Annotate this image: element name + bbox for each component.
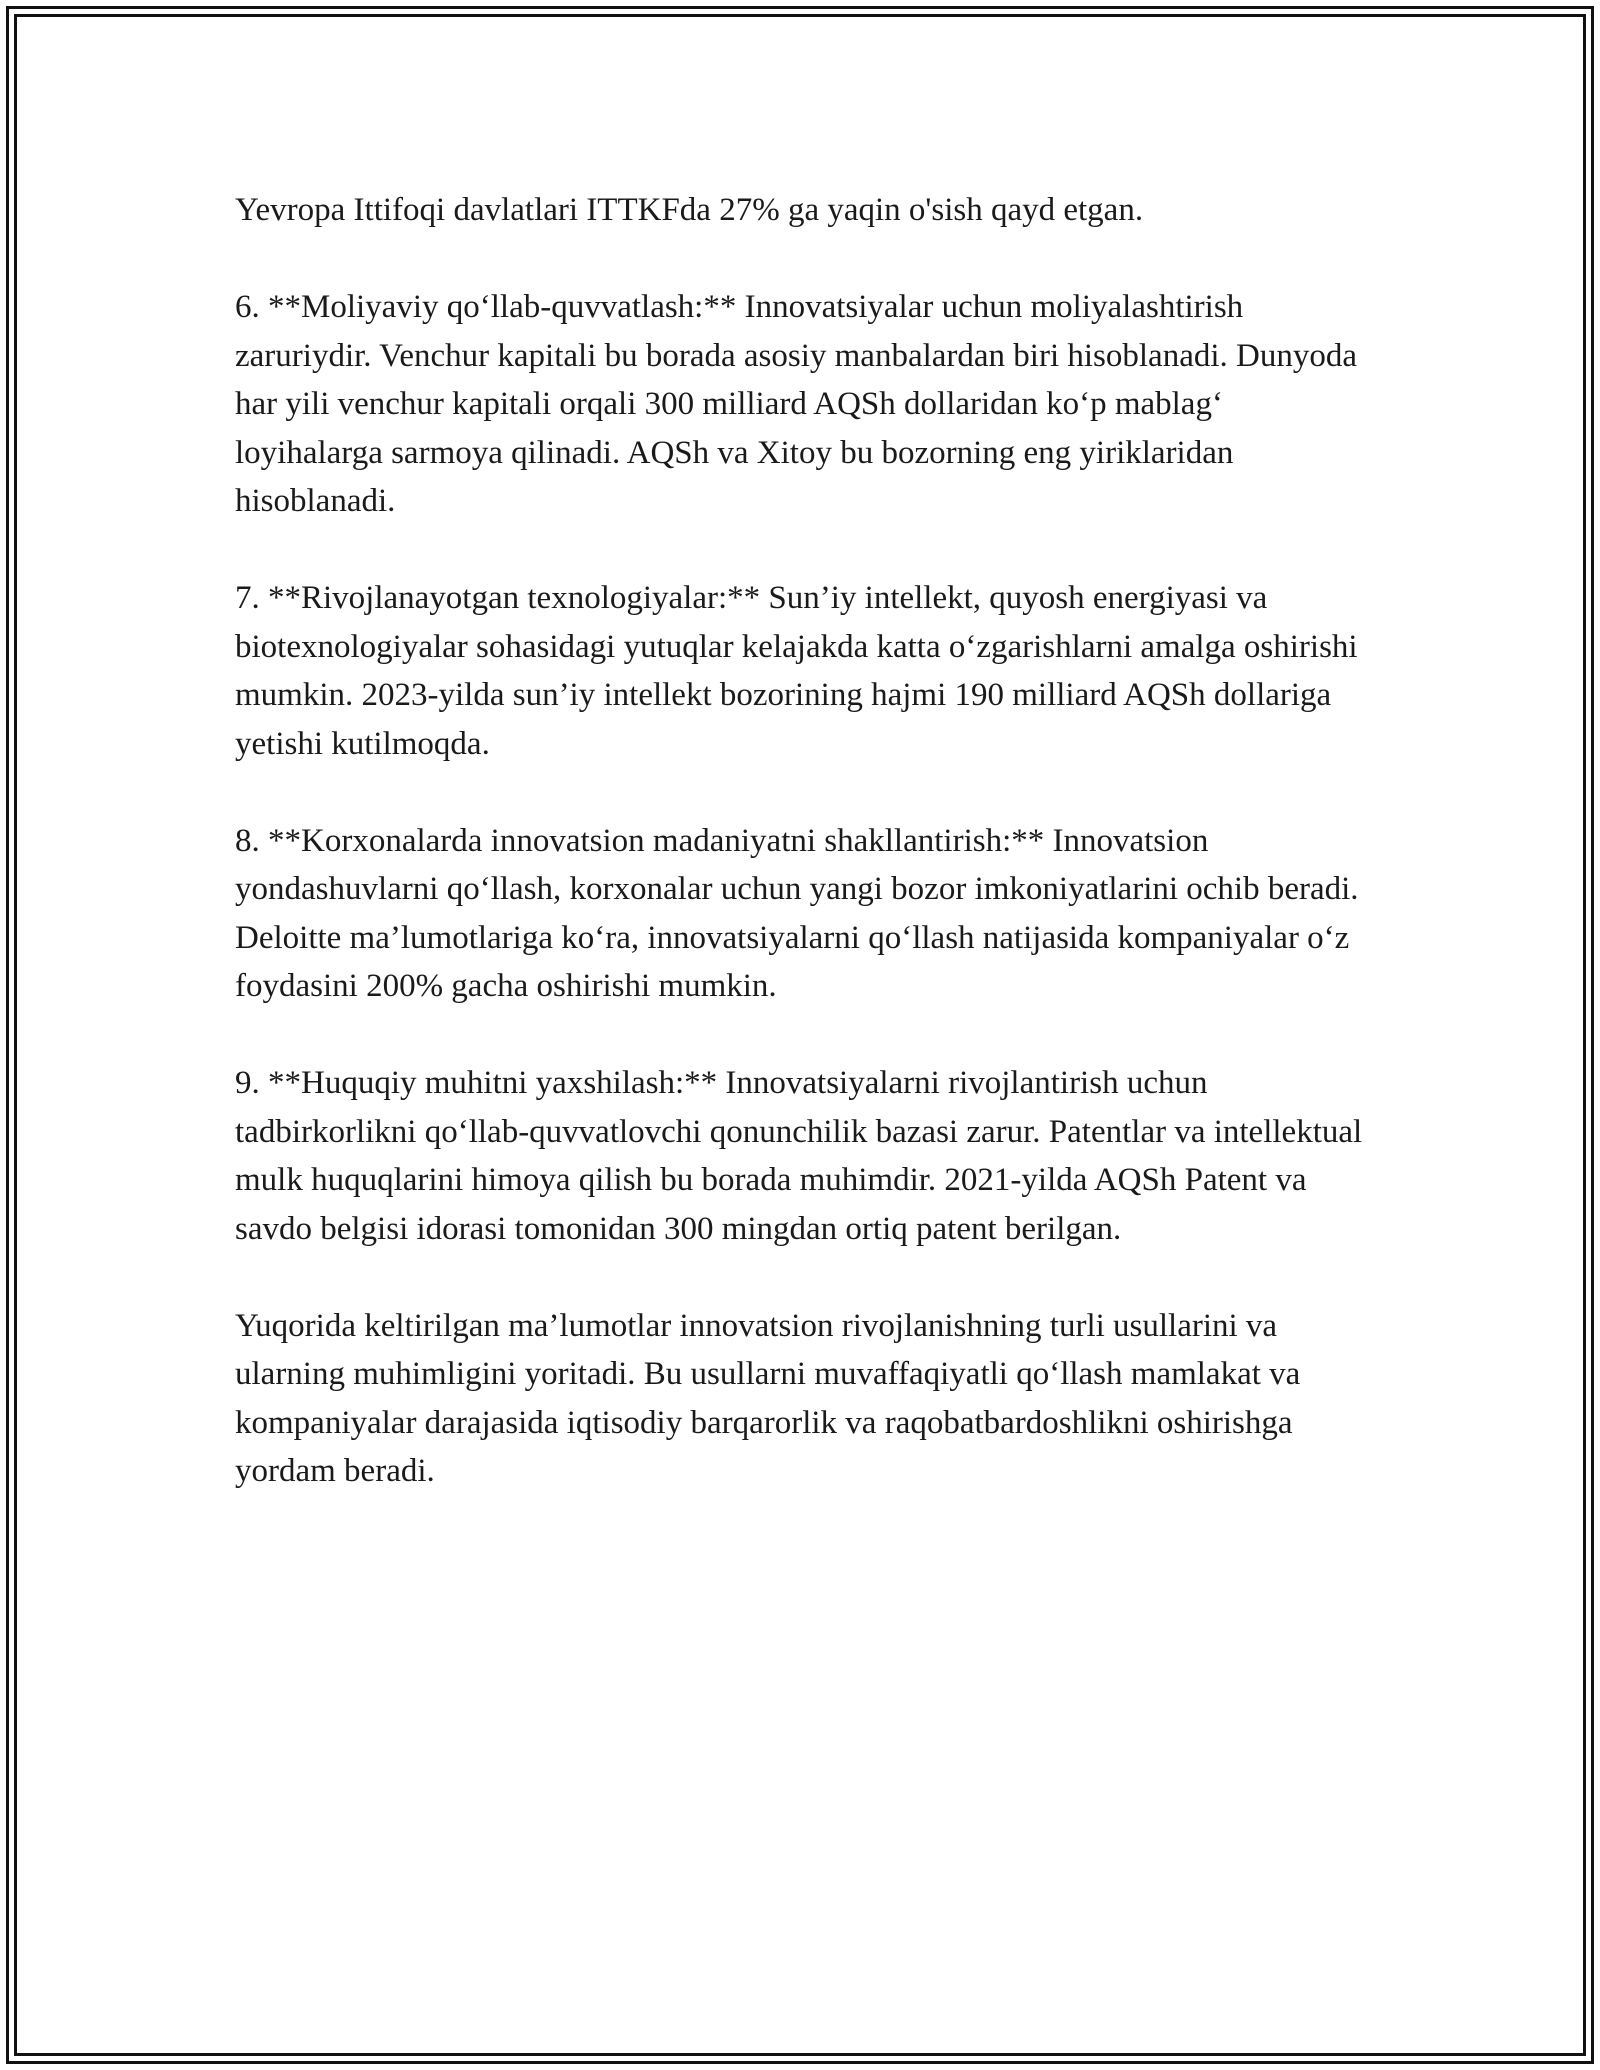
paragraph-innovation-culture: 8. **Korxonalarda innovatsion madaniyatni shakllantirish:** Innovatsion yondashuvlarni qo‘llash, korxonalar uchun yangi bozor imkoniyatlarini ochib beradi. Deloitte ma’lumotlariga ko‘ra, innovatsiyalarni qo‘llash natijasida kompaniyalar o‘z foydasini 200% gacha oshirishi mumkin.	[235, 822, 1359, 1004]
paragraph-conclusion: Yuqorida keltirilgan ma’lumotlar innovatsion rivojlanishning turli usullarini va ularning muhimligini yoritadi. Bu usullarni muvaffaqiyatli qo‘llash mamlakat va kompaniyalar darajasida iqtisodiy barqarorlik va raqobatbardoshlikni oshirishga yordam beradi.	[235, 1307, 1301, 1489]
document-body	[235, 186, 1365, 1544]
paragraph-financial-support: 6. **Moliyaviy qo‘llab-quvvatlash:** Innovatsiyalar uchun moliyalashtirish zaruriydir. Venchur kapitali bu borada asosiy manbalardan biri hisoblanadi. Dunyoda har yili venchur kapitali orqali 300 milliard AQSh dollaridan ko‘p mablag‘ loyihalarga sarmoya qilinadi. AQSh va Xitoy bu bozorning eng yiriklaridan hisoblanadi.	[235, 289, 1357, 519]
paragraph-legal-environment: 9. **Huquqiy muhitni yaxshilash:** Innovatsiyalarni rivojlantirish uchun tadbirkorlikni qo‘llab-quvvatlovchi qonunchilik bazasi zarur. Patentlar va intellektual mulk huquqlarini himoya qilish bu borada muhimdir. 2021-yilda AQSh Patent va savdo belgisi idorasi tomonidan 300 mingdan ortiq patent berilgan.	[235, 1065, 1363, 1247]
paragraph-intro: Yevropa Ittifoqi davlatlari ITTKFda 27% ga yaqin o'sish qayd etgan.	[235, 192, 1144, 228]
paragraph-emerging-technologies: 7. **Rivojlanayotgan texnologiyalar:** Sun’iy intellekt, quyosh energiyasi va biotexnologiyalar sohasidagi yutuqlar kelajakda katta o‘zgarishlarni amalga oshirishi mumkin. 2023-yilda sun’iy intellekt bozorining hajmi 190 milliard AQSh dollariga yetishi kutilmoqda.	[235, 580, 1358, 762]
